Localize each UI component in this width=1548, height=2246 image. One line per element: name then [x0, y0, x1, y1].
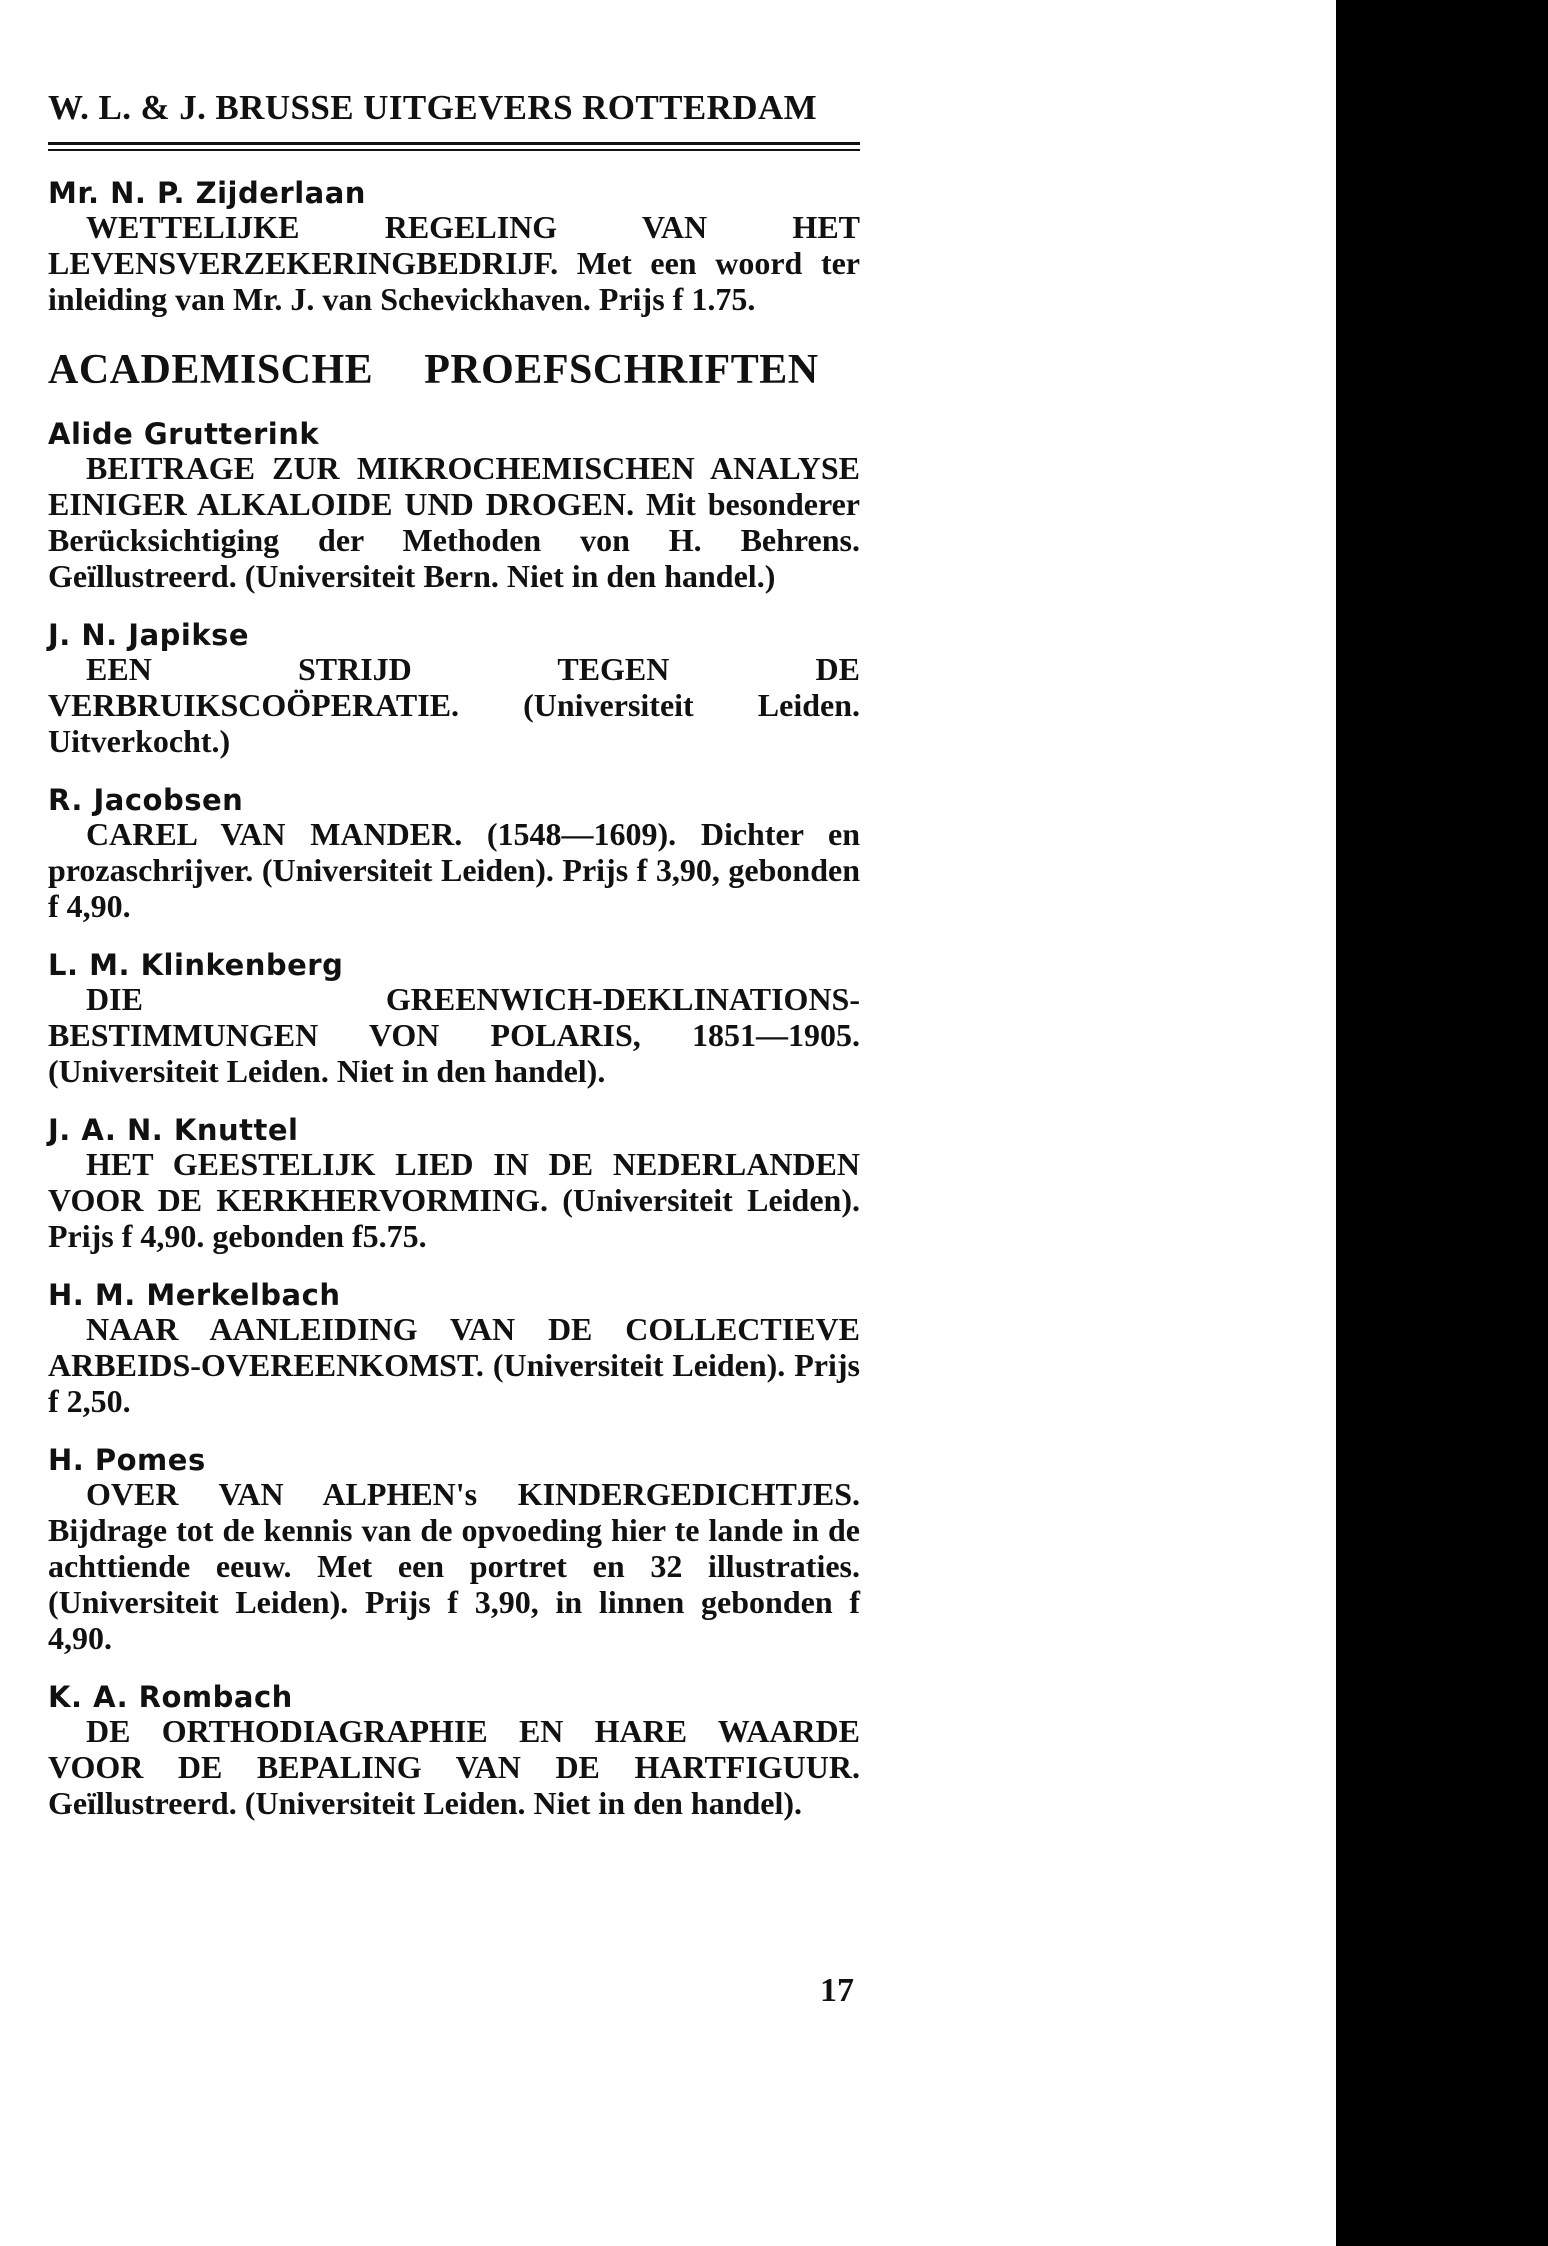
- list-item: [48, 620, 860, 759]
- publisher-header: W. L. & J. BRUSSE UITGEVERS ROTTERDAM: [48, 88, 818, 127]
- list-item: [48, 785, 860, 924]
- entry-author: J. N. Japikse: [48, 618, 250, 652]
- entry-author: H. Pomes: [48, 1443, 206, 1477]
- text-column: [48, 86, 860, 1821]
- entry-author: J. A. N. Knuttel: [48, 1113, 299, 1147]
- entry-author: R. Jacobsen: [48, 783, 244, 817]
- entry-description: DE ORTHODIAGRAPHIE EN HARE WAARDE VOOR DE BEPALING VAN DE HARTFIGUUR. Geïllustreerd. (Universiteit Leiden. Niet in den handel).: [48, 1713, 860, 1821]
- entry-description: HET GEESTELIJK LIED IN DE NEDERLANDEN VOOR DE KERKHERVORMING. (Universiteit Leiden). Prijs f 4,90. gebonden f5.75.: [48, 1146, 860, 1254]
- entry-description: NAAR AANLEIDING VAN DE COLLECTIEVE ARBEIDS-OVEREENKOMST. (Universiteit Leiden). Prijs f 2,50.: [48, 1311, 860, 1419]
- entry-author: Alide Grutterink: [48, 417, 320, 451]
- list-item: [48, 1280, 860, 1419]
- entry-description: WETTELIJKE REGELING VAN HET LEVENSVERZEKERINGBEDRIJF. Met een woord ter inleiding van Mr. J. van Schevickhaven. Prijs f 1.75.: [48, 209, 860, 317]
- entry-author: L. M. Klinkenberg: [48, 948, 344, 982]
- header-double-rule: [48, 142, 860, 152]
- section-heading: ACADEMISCHE PROEFSCHRIFTEN: [48, 347, 819, 393]
- entry-description: BEITRAGE ZUR MIKROCHEMISCHEN ANALYSE EINIGER ALKALOIDE UND DROGEN. Mit besonderer Berücksichtiging der Methoden von H. Behrens. Geïllustreerd. (Universiteit Bern. Niet in den handel.): [48, 450, 860, 594]
- entry-zijderlaan: [48, 178, 860, 317]
- page-number: 17: [820, 1972, 854, 2009]
- entry-author: H. M. Merkelbach: [48, 1278, 341, 1312]
- entry-description: OVER VAN ALPHEN's KINDERGEDICHTJES. Bijdrage tot de kennis van de opvoeding hier te lande in de achttiende eeuw. Met een portret en 32 illustraties. (Universiteit Leiden). Prijs f 3,90, in linnen gebonden f 4,90.: [48, 1476, 860, 1656]
- list-item: [48, 1115, 860, 1254]
- entry-author: Mr. N. P. Zijderlaan: [48, 176, 366, 210]
- scan-border-band: [1336, 0, 1548, 2246]
- entry-author: K. A. Rombach: [48, 1680, 293, 1714]
- header-rule-thick: [48, 142, 860, 145]
- list-item: [48, 419, 860, 594]
- entry-description: CAREL VAN MANDER. (1548—1609). Dichter en prozaschrijver. (Universiteit Leiden). Prijs f 3,90, gebonden f 4,90.: [48, 816, 860, 924]
- list-item: [48, 1445, 860, 1656]
- list-item: [48, 1682, 860, 1821]
- entry-description: DIE GREENWICH-DEKLINATIONS-BESTIMMUNGEN VON POLARIS, 1851—1905. (Universiteit Leiden. Niet in den handel).: [48, 981, 860, 1089]
- entry-description: EEN STRIJD TEGEN DE VERBRUIKSCOÖPERATIE. (Universiteit Leiden. Uitverkocht.): [48, 651, 860, 759]
- header-rule-thin: [48, 149, 860, 151]
- list-item: [48, 950, 860, 1089]
